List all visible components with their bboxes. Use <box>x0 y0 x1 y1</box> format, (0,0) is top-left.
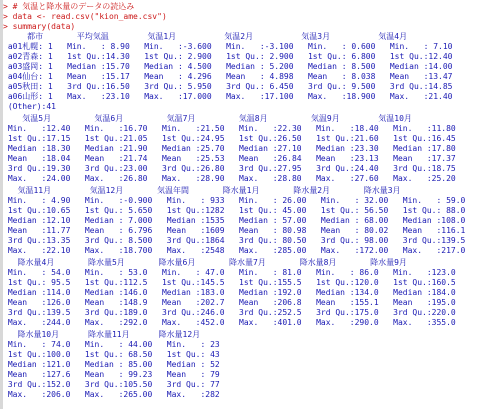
summary-value-row: a03盛岡: 1 Median :15.70 Median : 4.500 Median : 5.200 Median : 8.500 Median :14.00 <box>3 62 453 71</box>
summary-value-row: Median :18.30 Median :21.90 Median :25.70 Median :27.10 Median :23.30 Median :17.80 <box>3 144 456 153</box>
summary-header-row: 気温11月 気温12月 気温年間 降水量1月 降水量2月 降水量3月 <box>3 186 401 195</box>
summary-value-row: 3rd Qu.:139.5 3rd Qu.:189.0 3rd Qu.:246.0 3rd Qu.:252.5 3rd Qu.:175.0 3rd Qu.:220.0 <box>3 308 456 317</box>
summary-value-row: Median :114.0 Median :146.0 Median :183.0 Median :192.0 Median :134.0 Median :184.0 <box>3 288 456 297</box>
summary-value-row: 1st Qu.: 95.5 1st Qu.:112.5 1st Qu.:145.5 1st Qu.:155.5 1st Qu.:120.0 1st Qu.:160.5 <box>3 278 456 287</box>
summary-value-row: 3rd Qu.:19.30 3rd Qu.:23.00 3rd Qu.:26.80 3rd Qu.:27.95 3rd Qu.:24.40 3rd Qu.:18.75 <box>3 164 456 173</box>
summary-value-row: 1st Qu.:17.15 1st Qu.:21.05 1st Qu.:24.95 1st Qu.:26.50 1st Qu.:21.60 1st Qu.:16.45 <box>3 134 456 143</box>
summary-value-row: Min. : 4.90 Min. :-0.900 Min. : 933 Min. : 26.00 Min. : 32.00 Min. : 59.0 <box>3 196 466 205</box>
summary-value-row: Mean :127.6 Mean : 99.23 Mean : 79 <box>3 370 220 379</box>
summary-value-row: Max. :206.0 Max. :265.00 Max. :282 <box>3 390 220 399</box>
command-line: > data <- read.csv("kion_ame.csv") <box>3 12 167 21</box>
summary-value-row: Max. :24.00 Max. :26.80 Max. :28.90 Max. :28.80 Max. :27.60 Max. :25.20 <box>3 174 456 183</box>
summary-header-row: 降水量4月 降水量5月 降水量6月 降水量7月 降水量8月 降水量9月 <box>3 258 407 267</box>
summary-value-row: Median :121.0 Median : 85.00 Median : 52 <box>3 360 220 369</box>
summary-value-row: Max. :22.10 Max. :18.700 Max. :2548 Max. :285.00 Max. :172.00 Max. :217.0 <box>3 246 466 255</box>
summary-value-row: a05秋田: 1 3rd Qu.:16.50 3rd Qu.: 5.950 3rd Qu.: 6.450 3rd Qu.: 9.500 3rd Qu.:14.85 <box>3 82 453 91</box>
summary-value-row: Mean :126.0 Mean :148.9 Mean :202.7 Mean :206.8 Mean :155.1 Mean :195.0 <box>3 298 456 307</box>
summary-header-row: 降水量10月 降水量11月 降水量12月 <box>3 330 201 339</box>
command-line: > summary(data) <box>3 22 76 31</box>
summary-header-row: 気温5月 気温6月 気温7月 気温8月 気温9月 気温10月 <box>3 114 412 123</box>
summary-value-row: Min. : 54.0 Min. : 53.0 Min. : 47.0 Min. : 81.0 Min. : 86.0 Min. :123.0 <box>3 268 456 277</box>
summary-value-row: a04仙台: 1 Mean :15.17 Mean : 4.296 Mean : 4.898 Mean : 8.038 Mean :13.47 <box>3 72 453 81</box>
summary-value-row: Mean :18.04 Mean :21.74 Mean :25.53 Mean :26.84 Mean :23.13 Mean :17.37 <box>3 154 456 163</box>
summary-value-row: Min. :12.40 Min. :16.70 Min. :21.50 Min. :22.30 Min. :18.40 Min. :11.80 <box>3 124 456 133</box>
summary-value-row: Max. :244.0 Max. :292.0 Max. :452.0 Max. :401.0 Max. :290.0 Max. :355.0 <box>3 318 456 327</box>
summary-value-row: 1st Qu.:10.65 1st Qu.: 5.650 1st Qu.:1282 1st Qu.: 45.00 1st Qu.: 56.50 1st Qu.: 88.0 <box>3 206 466 215</box>
summary-value-row: Min. : 74.0 Min. : 44.00 Min. : 23 <box>3 340 220 349</box>
summary-value-row: a02青森: 1 1st Qu.:14.30 1st Qu.: 2.900 1st Qu.: 2.900 1st Qu.: 6.800 1st Qu.:12.40 <box>3 52 453 61</box>
summary-value-row: 3rd Qu.:152.0 3rd Qu.:105.50 3rd Qu.: 77 <box>3 380 220 389</box>
summary-value-row: 3rd Qu.:13.35 3rd Qu.: 8.500 3rd Qu.:1864 3rd Qu.: 80.50 3rd Qu.: 98.00 3rd Qu.:139.5 <box>3 236 466 245</box>
summary-value-row: a06山形: 1 Max. :23.10 Max. :17.000 Max. :17.100 Max. :18.900 Max. :21.40 <box>3 92 453 101</box>
summary-value-row: a01札幌: 1 Min. : 8.90 Min. :-3.600 Min. :-3.100 Min. : 0.600 Min. : 7.10 <box>3 42 453 51</box>
summary-value-row: (Other):41 <box>3 102 56 111</box>
summary-header-row: 都市 平均気温 気温1月 気温2月 気温3月 気温4月 <box>3 32 408 41</box>
summary-value-row: 1st Qu.:100.0 1st Qu.: 68.50 1st Qu.: 43 <box>3 350 220 359</box>
summary-value-row: Median :12.10 Median : 7.000 Median :1535 Median : 57.00 Median : 68.00 Median :108.0 <box>3 216 466 225</box>
command-line: > # 気温と降水量のデータの読込み <box>3 2 135 11</box>
summary-value-row: Mean :11.77 Mean : 6.796 Mean :1609 Mean : 80.98 Mean : 80.02 Mean :116.1 <box>3 226 466 235</box>
